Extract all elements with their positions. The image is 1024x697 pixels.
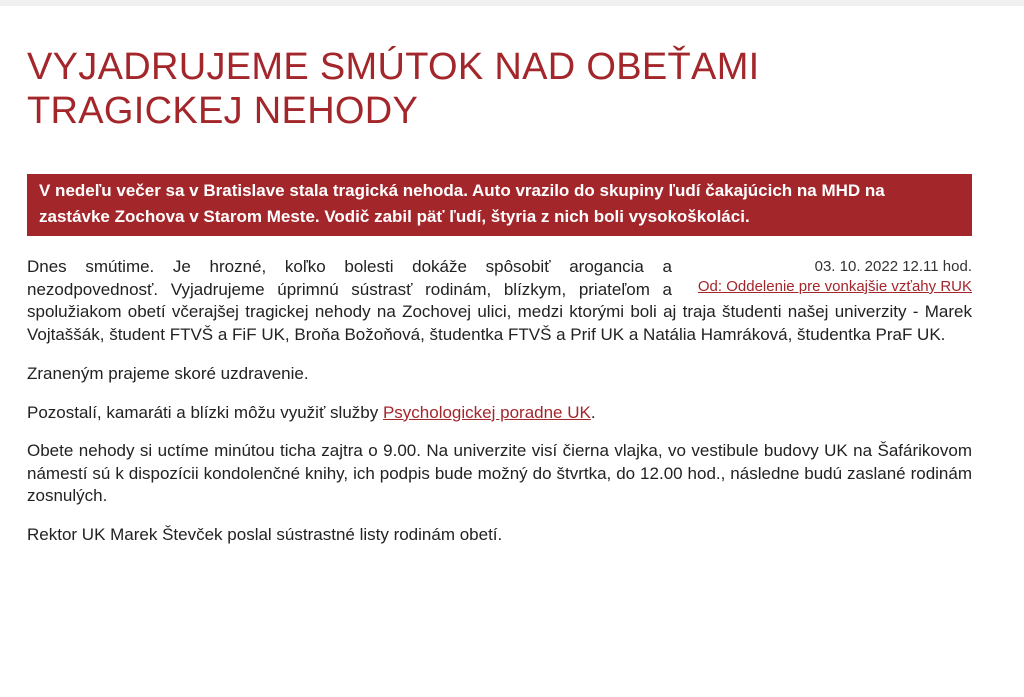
paragraph-condolence: Dnes smútime. Je hrozné, koľko bolesti dokáže spôsobiť arogancia a nezodpovednosť. Vyjadrujeme úprimnú sústrasť rodinám, blízkym, priateľom a spolužiakom obetí včerajšej tragickej nehody na Zochovej ulici, medzi ktorými boli aj traja študenti našej univerzity - Marek Vojtaššák, študent FTVŠ a FiF UK, Broňa Božoňová, študentka FTVŠ a Prif UK a Natália Hamráková, študentka PraF UK.: [27, 257, 972, 344]
article-meta: [682, 257, 972, 297]
paragraph-minute-of-silence: Obete nehody si uctíme minútou ticha zajtra o 9.00. Na univerzite visí čierna vlajka, vo vestibule budovy UK na Šafárikovom námestí sú k dispozícii kondolenčné knihy, ich podpis bude možný do štvrtka, do 12.00 hod., následne budú zaslané rodinám zosnulých.: [27, 441, 972, 505]
author-link[interactable]: Od: Oddelenie pre vonkajšie vzťahy RUK: [697, 278, 972, 295]
paragraph-psychological-help-text: Pozostalí, kamaráti a blízki môžu využiť služby: [27, 402, 383, 422]
article-title-line-2: TRAGICKEJ NEHODY: [27, 90, 419, 132]
article-body: [27, 256, 972, 546]
article: [27, 0, 972, 562]
paragraph-rector-letters: Rektor UK Marek Števček poslal sústrastné listy rodinám obetí.: [27, 524, 503, 544]
paragraph-psychological-help-end: .: [590, 402, 596, 422]
article-title-line-1: VYJADRUJEME SMÚTOK NAD OBEŤAMI: [27, 46, 760, 88]
psychological-counseling-link[interactable]: Psychologickej poradne UK: [382, 402, 591, 422]
paragraph-psychological-help: [27, 402, 972, 425]
paragraph-injured: Zraneným prajeme skoré uzdravenie.: [27, 364, 309, 383]
article-title: [27, 0, 972, 133]
article-lead: V nedeľu večer sa v Bratislave stala tragická nehoda. Auto vrazilo do skupiny ľudí čakajúcich na MHD na zastávke Zochova v Starom Meste. Vodič zabil päť ľudí, štyria z nich boli vysokoškoláci.: [27, 174, 972, 236]
publish-date: 03. 10. 2022 12.11 hod.: [814, 258, 972, 275]
